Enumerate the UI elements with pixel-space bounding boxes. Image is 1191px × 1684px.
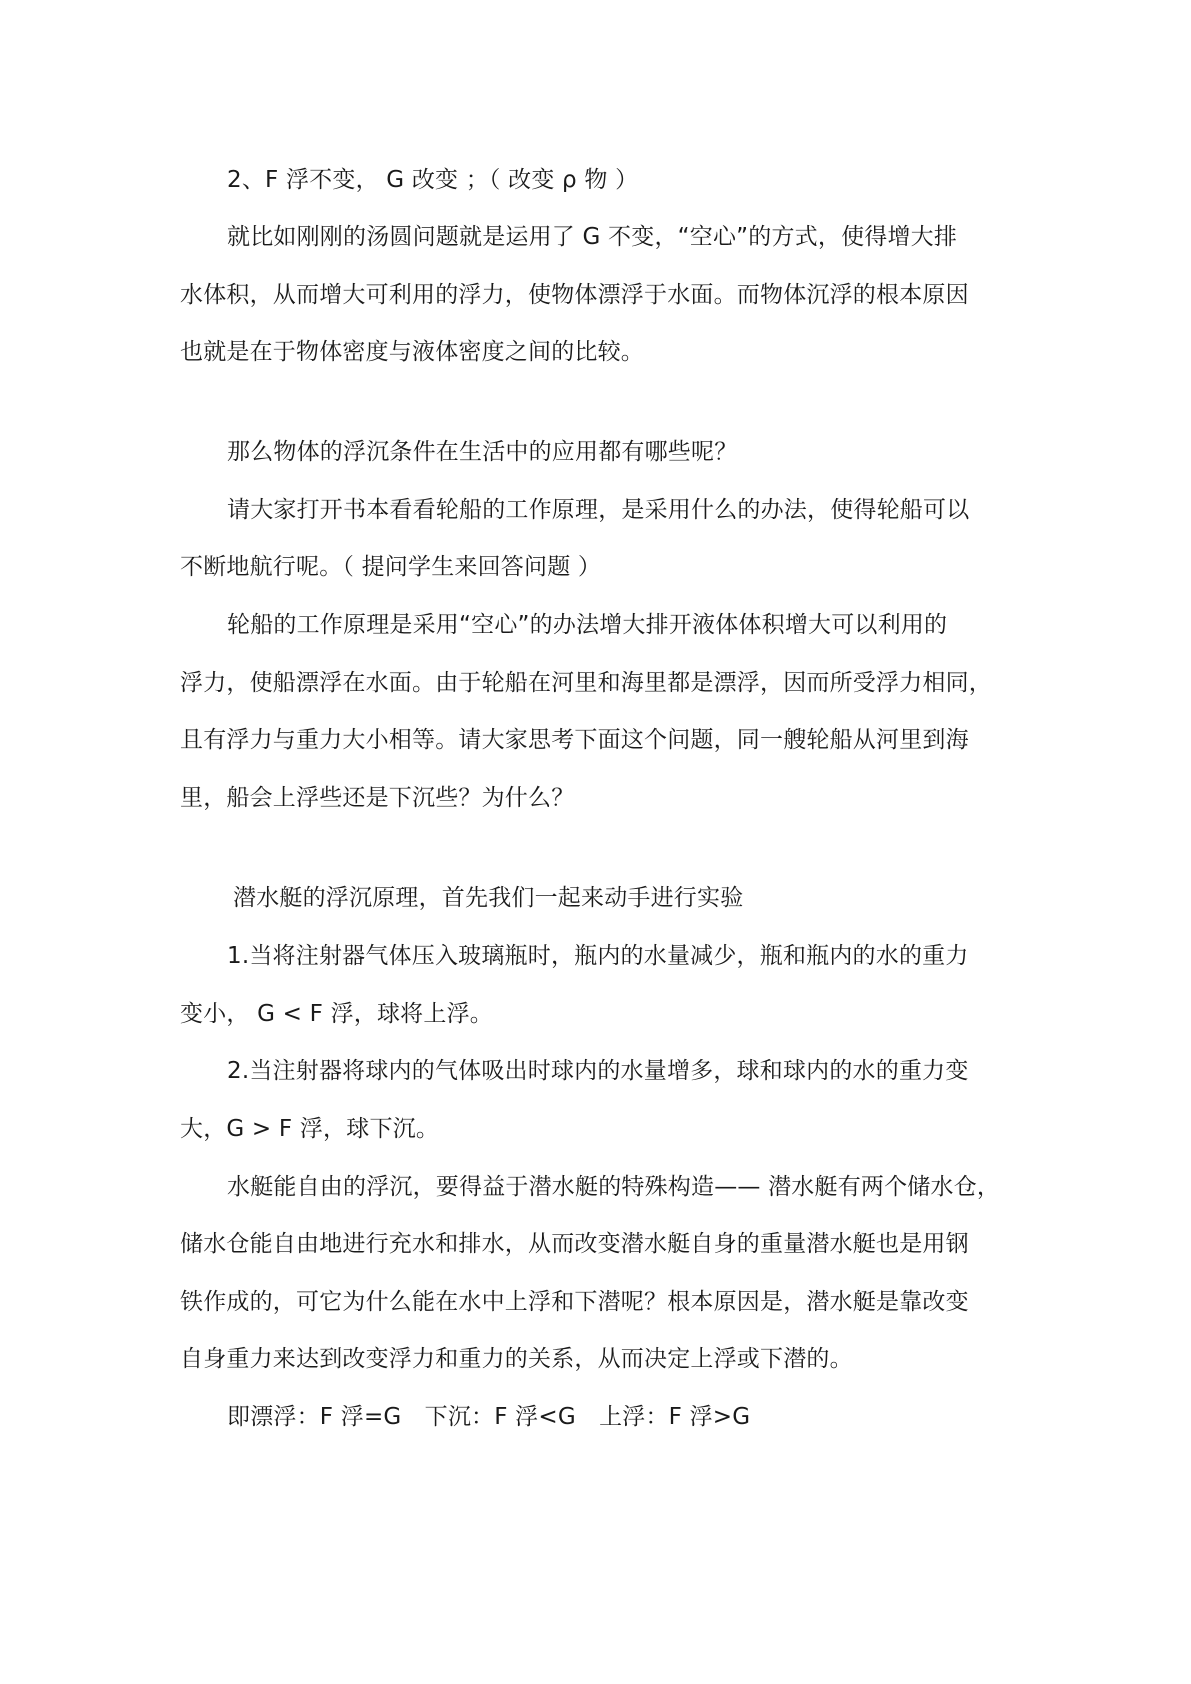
paragraph-line: 也就是在于物体密度与液体密度之间的比较。 [180,339,644,365]
paragraph-line: 自身重力来达到改变浮力和重力的关系，从而决定上浮或下潜的。 [180,1346,853,1372]
paragraph-line: 那么物体的浮沉条件在生活中的应用都有哪些呢？ [227,439,738,465]
paragraph-line: 1.当将注射器气体压入玻璃瓶时，瓶内的水量减少，瓶和瓶内的水的重力 [227,943,969,969]
paragraph-line: 就比如刚刚的汤圆问题就是运用了 G 不变，“空心”的方式，使得增大排 [227,224,958,250]
paragraph-line: 水体积，从而增大可利用的浮力，使物体漂浮于水面。而物体沉浮的根本原因 [180,282,969,308]
paragraph-line: 且有浮力与重力大小相等。请大家思考下面这个问题，同一艘轮船从河里到海 [180,727,969,753]
paragraph-line: 储水仓能自由地进行充水和排水，从而改变潜水艇自身的重量潜水艇也是用钢 [180,1231,969,1257]
paragraph-line: 浮力，使船漂浮在水面。由于轮船在河里和海里都是漂浮，因而所受浮力相同， [180,670,992,696]
paragraph-line: 2.当注射器将球内的气体吸出时球内的水量增多，球和球内的水的重力变 [227,1058,969,1084]
paragraph-line: 水艇能自由的浮沉，要得益于潜水艇的特殊构造—— 潜水艇有两个储水仓， [227,1174,1001,1200]
paragraph-line: 大，G > F 浮，球下沉。 [180,1116,440,1142]
paragraph-line: 潜水艇的浮沉原理，首先我们一起来动手进行实验 [233,885,744,911]
paragraph-line: 轮船的工作原理是采用“空心”的办法增大排开液体体积增大可以利用的 [227,612,948,638]
paragraph-line: 请大家打开书本看看轮船的工作原理，是采用什么的办法，使得轮船可以 [227,497,970,523]
paragraph-line: 即漂浮：F 浮=G 下沉：F 浮<G 上浮：F 浮>G [227,1404,751,1430]
paragraph-line: 铁作成的，可它为什么能在水中上浮和下潜呢？根本原因是，潜水艇是靠改变 [180,1289,969,1315]
paragraph-line: 里，船会上浮些还是下沉些？为什么？ [180,785,575,811]
paragraph-line: 变小， G < F 浮，球将上浮。 [180,1001,493,1027]
paragraph-line: 2、F 浮不变， G 改变 ；（ 改变 ρ 物 ） [227,167,639,193]
paragraph-line: 不断地航行呢。（ 提问学生来回答问题 ） [180,554,602,580]
